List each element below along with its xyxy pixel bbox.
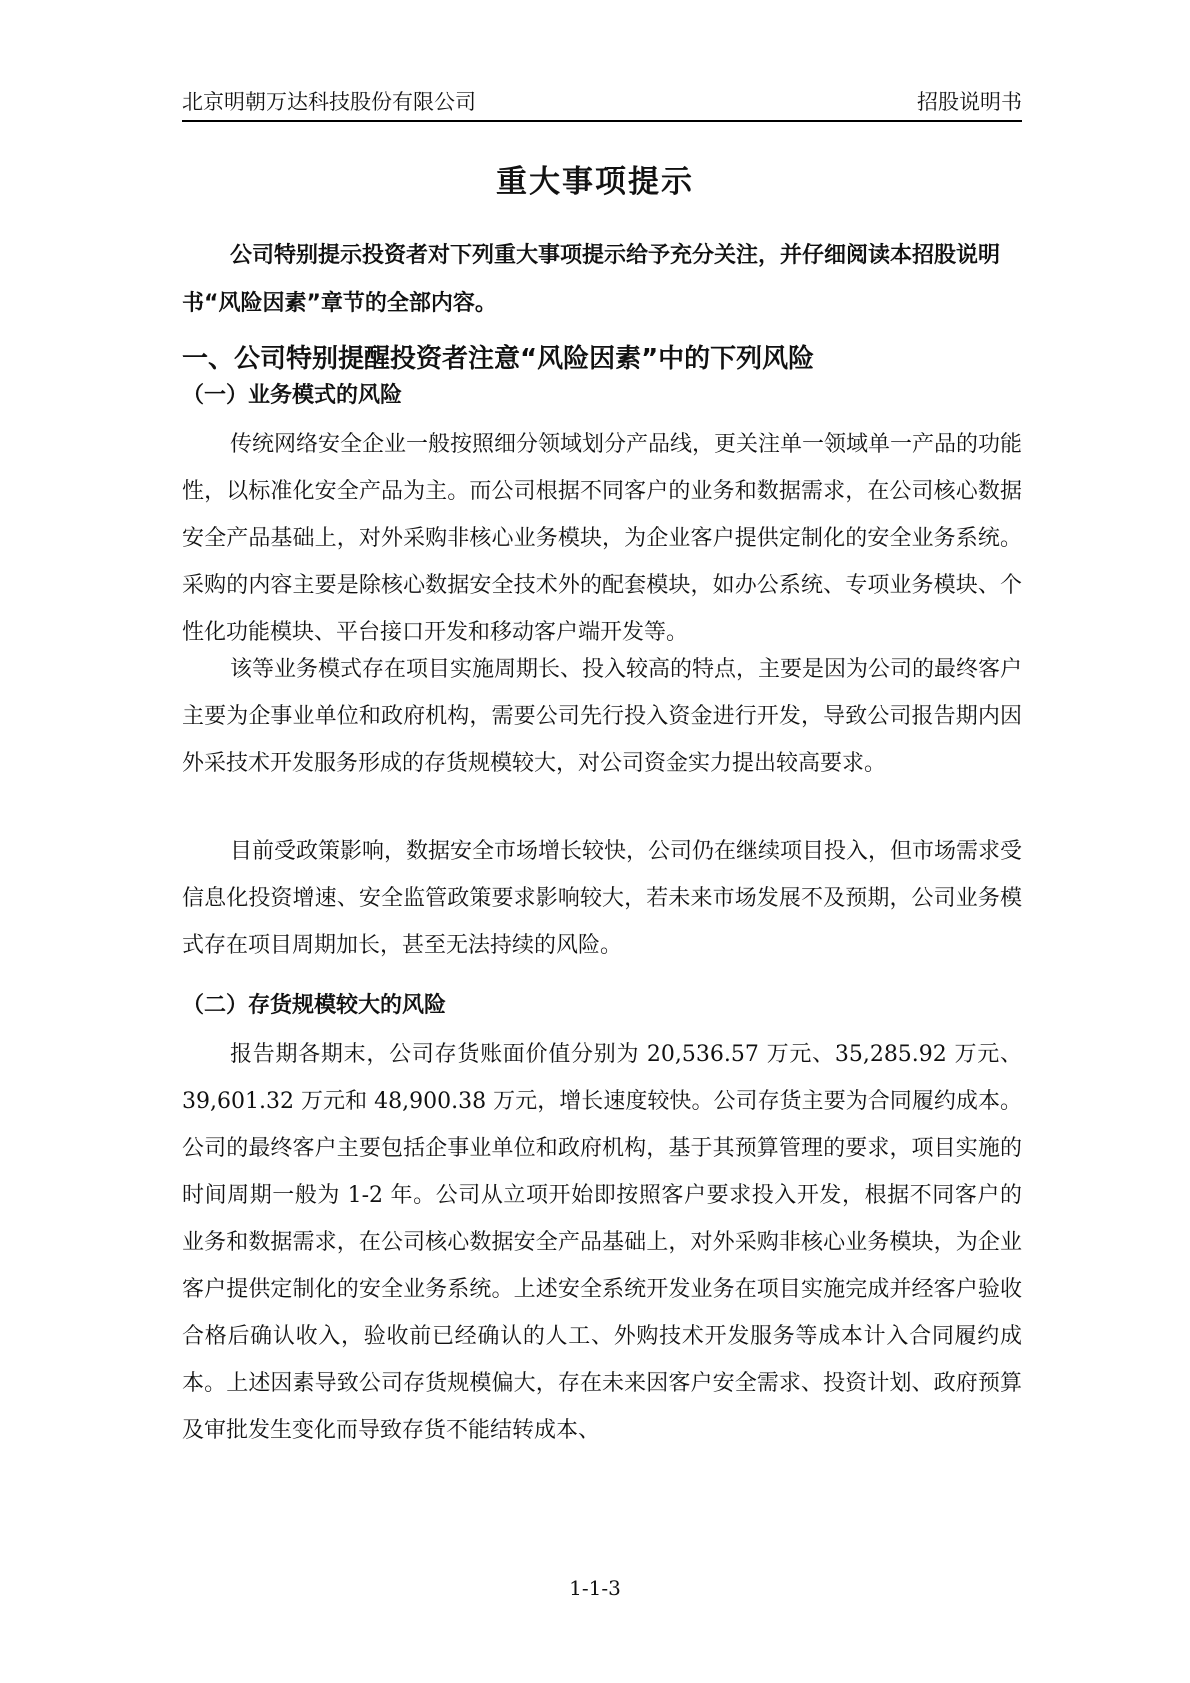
page-header	[182, 84, 1022, 122]
section-1-heading: 一、公司特别提醒投资者注意“风险因素”中的下列风险	[182, 344, 815, 374]
subsection-1-heading: （一）业务模式的风险	[182, 383, 403, 408]
subsection-2-heading: （二）存货规模较大的风险	[182, 993, 447, 1018]
page-title: 重大事项提示	[496, 164, 694, 200]
page-number: 1-1-3	[569, 1576, 621, 1600]
paragraph: 传统网络安全企业一般按照细分领域划分产品线，更关注单一领域单一产品的功能性，以标准化安全产品为主。而公司根据不同客户的业务和数据需求，在公司核心数据安全产品基础上，对外采购非核心业务模块，为企业客户提供定制化的安全业务系统。采购的内容主要是除核心数据安全技术外的配套模块，如办公系统、专项业务模块、个性化功能模块、平台接口开发和移动客户端开发等。	[182, 432, 1023, 645]
intro-paragraph: 公司特别提示投资者对下列重大事项提示给予充分关注，并仔细阅读本招股说明书“风险因素”章节的全部内容。	[182, 243, 1001, 316]
paragraph: 报告期各期末，公司存货账面价值分别为 20,536.57 万元、35,285.92 万元、39,601.32 万元和 48,900.38 万元，增长速度较快。公司存货主要为合同履约成本。公司的最终客户主要包括企事业单位和政府机构，基于其预算管理的要求，项目实施的时间周期一般为 1-2 年。公司从立项开始即按照客户要求投入开发，根据不同客户的业务和数据需求，在公司核心数据安全产品基础上，对外采购非核心业务模块，为企业客户提供定制化的安全业务系统。上述安全系统开发业务在项目实施完成并经客户验收合格后确认收入，验收前已经确认的人工、外购技术开发服务等成本计入合同履约成本。上述因素导致公司存货规模偏大，存在未来因客户安全需求、投资计划、政府预算及审批发生变化而导致存货不能结转成本、	[182, 1042, 1022, 1443]
header-document-type: 招股说明书	[917, 90, 1022, 114]
paragraph: 目前受政策影响，数据安全市场增长较快，公司仍在继续项目投入，但市场需求受信息化投资增速、安全监管政策要求影响较大，若未来市场发展不及预期，公司业务模式存在项目周期加长，甚至无法持续的风险。	[182, 839, 1023, 958]
header-company-name: 北京明朝万达科技股份有限公司	[182, 90, 476, 114]
paragraph: 该等业务模式存在项目实施周期长、投入较高的特点，主要是因为公司的最终客户主要为企事业单位和政府机构，需要公司先行投入资金进行开发，导致公司报告期内因外采技术开发服务形成的存货规模较大，对公司资金实力提出较高要求。	[182, 657, 1023, 776]
